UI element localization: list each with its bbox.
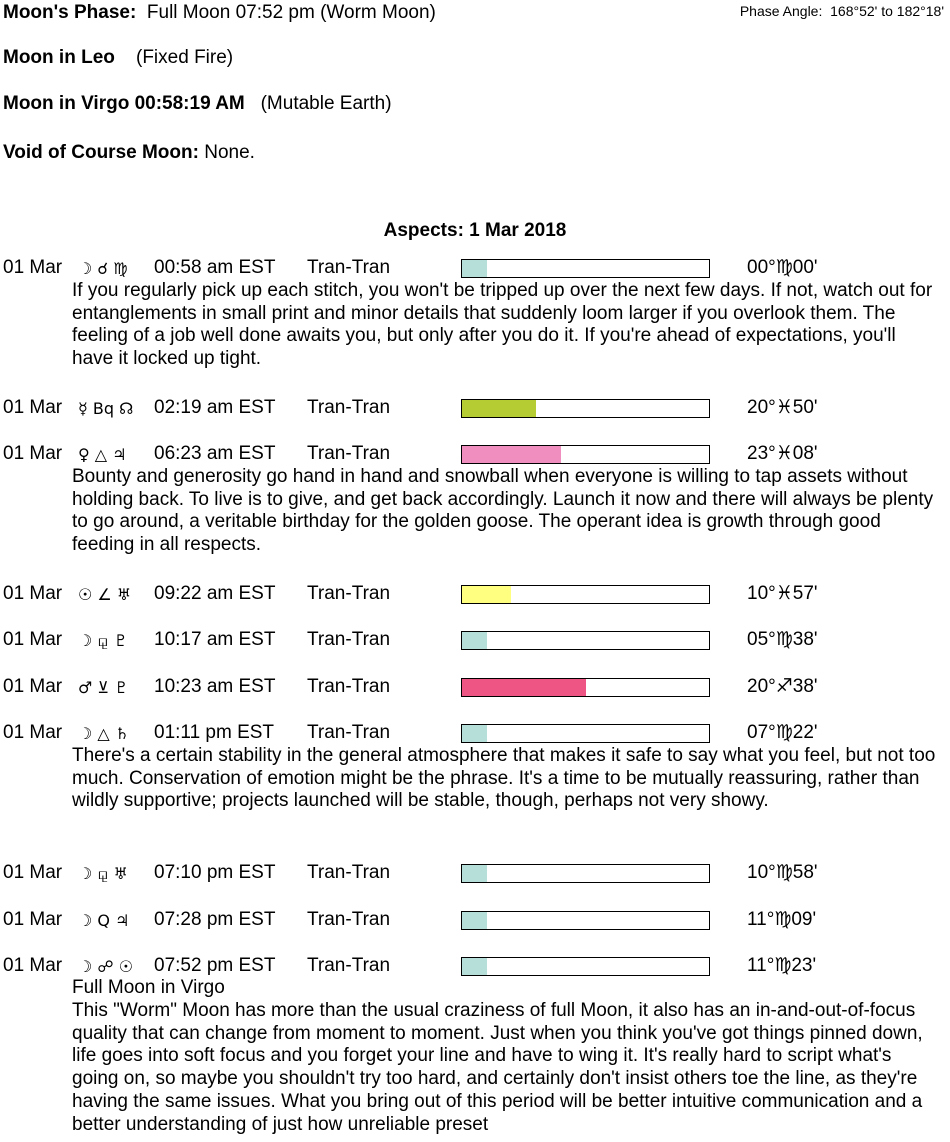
aspect-position: 20°♐38' <box>747 676 818 697</box>
phase-angle-value: 168°52' to 182°18' <box>830 3 944 19</box>
aspect-date: 01 Mar <box>3 257 63 278</box>
strength-bar <box>461 864 710 883</box>
aspect-position: 07°♍22' <box>747 722 818 743</box>
aspect-position: 11°♍23' <box>747 955 817 976</box>
aspect-time: 01:11 pm EST <box>154 722 275 743</box>
aspect-date: 01 Mar <box>3 722 63 743</box>
aspect-date: 01 Mar <box>3 443 63 464</box>
aspect-time: 06:23 am EST <box>154 443 276 464</box>
aspect-description: This "Worm" Moon has more than the usual craziness of full Moon, it also has an in-and-out-of-focus quality that can change from moment to moment. Just when you think you've got things pinned down, life goes into soft focus and you forget your line and have to wing it. It's really hard to script what's going on, so maybe you shouldn't try too hard, and certainly don't insist others toe the line, as they're having the same issues. What you bring out of this period will be better intuitive communication and a better understanding of just how unreliable preset <box>72 1000 923 1135</box>
aspect-date: 01 Mar <box>3 629 63 650</box>
strength-bar-fill <box>462 260 487 277</box>
strength-bar-fill <box>462 632 487 649</box>
aspect-position: 05°♍38' <box>747 629 818 650</box>
moon-sign-2-label: Moon in Virgo 00:58:19 AM <box>3 93 245 114</box>
aspect-type: Tran-Tran <box>307 397 391 418</box>
strength-bar <box>461 585 710 604</box>
aspect-date: 01 Mar <box>3 397 63 418</box>
strength-bar <box>461 911 710 930</box>
aspect-position: 10°♓57' <box>747 583 818 604</box>
aspect-row <box>0 442 950 468</box>
aspect-row <box>0 908 950 934</box>
aspect-time: 07:52 pm EST <box>154 955 276 976</box>
aspect-position: 10°♍58' <box>747 862 818 883</box>
aspect-date: 01 Mar <box>3 583 63 604</box>
moon-sign-1 <box>3 47 233 69</box>
strength-bar-fill <box>462 679 586 696</box>
aspect-glyphs: ☽ ⚼ ♇ <box>78 631 128 650</box>
aspect-type: Tran-Tran <box>307 722 391 743</box>
strength-bar <box>461 724 710 743</box>
aspect-time: 09:22 am EST <box>154 583 276 604</box>
moon-sign-1-label: Moon in Leo <box>3 47 115 68</box>
aspect-type: Tran-Tran <box>307 629 391 650</box>
strength-bar-fill <box>462 958 487 975</box>
aspect-time: 10:23 am EST <box>154 676 276 697</box>
aspect-row <box>0 628 950 654</box>
strength-bar-fill <box>462 446 561 463</box>
strength-bar-fill <box>462 725 487 742</box>
strength-bar <box>461 399 710 418</box>
aspect-glyphs: ☉ ∠ ♅ <box>78 585 132 604</box>
aspect-date: 01 Mar <box>3 955 63 976</box>
aspect-date: 01 Mar <box>3 862 63 883</box>
aspect-time: 07:28 pm EST <box>154 909 276 930</box>
aspect-position: 00°♍00' <box>747 257 818 278</box>
aspect-glyphs: ☽ ☍ ☉ <box>78 957 134 976</box>
void-of-course <box>3 142 255 164</box>
moon-phase-label: Moon's Phase: <box>3 2 137 23</box>
phase-angle-label: Phase Angle: <box>739 3 823 19</box>
strength-bar <box>461 678 710 697</box>
moon-phase-value: Full Moon 07:52 pm (Worm Moon) <box>146 2 436 23</box>
moon-sign-1-quality: (Fixed Fire) <box>136 47 234 68</box>
strength-bar-fill <box>462 586 511 603</box>
voc-label: Void of Course Moon: <box>3 142 199 163</box>
aspect-type: Tran-Tran <box>307 583 391 604</box>
strength-bar-fill <box>462 865 487 882</box>
aspect-time: 02:19 am EST <box>154 397 276 418</box>
aspects-title: Aspects: 1 Mar 2018 <box>383 220 567 241</box>
aspect-time: 00:58 am EST <box>154 257 276 278</box>
aspect-type: Tran-Tran <box>307 257 391 278</box>
phase-angle <box>740 3 944 19</box>
aspect-type: Tran-Tran <box>307 443 391 464</box>
aspect-glyphs: ☽ ☌ ♍ <box>78 259 128 278</box>
aspect-glyphs: ♀ △ ♃ <box>78 445 127 464</box>
strength-bar <box>461 631 710 650</box>
aspect-position: 20°♓50' <box>747 397 818 418</box>
moon-sign-2-quality: (Mutable Earth) <box>260 93 392 114</box>
aspect-glyphs: ☽ Q ♃ <box>78 911 130 930</box>
aspect-row <box>0 396 950 422</box>
aspect-position: 23°♓08' <box>747 443 818 464</box>
aspect-time: 10:17 am EST <box>154 629 276 650</box>
aspect-row <box>0 675 950 701</box>
aspect-time: 07:10 pm EST <box>154 862 276 883</box>
aspect-type: Tran-Tran <box>307 909 391 930</box>
strength-bar <box>461 259 710 278</box>
aspect-date: 01 Mar <box>3 676 63 697</box>
moon-phase-line <box>3 2 436 24</box>
aspect-row <box>0 721 950 747</box>
aspect-type: Tran-Tran <box>307 862 391 883</box>
strength-bar-fill <box>462 400 536 417</box>
aspect-glyphs: ☿ Bq ☊ <box>78 399 134 418</box>
voc-value: None. <box>204 142 255 163</box>
aspect-row <box>0 256 950 282</box>
aspect-glyphs: ☽ ⚼ ♅ <box>78 864 128 883</box>
aspect-description: If you regularly pick up each stitch, you won't be tripped up over the next few days. If not, watch out for entanglements in small print and minor details that suddenly loom larger if you overlook them. The feeling of a job well done awaits you, but only after you do it. If you're ahead of expectations, you'll have it locked up tight. <box>72 280 933 370</box>
moon-sign-2 <box>3 93 392 115</box>
strength-bar <box>461 445 710 464</box>
strength-bar-fill <box>462 912 487 929</box>
aspect-row <box>0 582 950 608</box>
aspect-type: Tran-Tran <box>307 676 391 697</box>
strength-bar <box>461 957 710 976</box>
aspect-glyphs: ☽ △ ♄ <box>78 724 130 743</box>
aspect-description: Bounty and generosity go hand in hand and snowball when everyone is willing to tap assets without holding back. To live is to give, and get back accordingly. Launch it now and there will always be plenty to go around, a veritable birthday for the golden goose. The operant idea is growth through good feeding in all respects. <box>72 466 934 556</box>
aspect-description: There's a certain stability in the general atmosphere that makes it safe to say what you feel, but not too much. Conservation of emotion might be the phrase. It's a time to be mutually reassuring, rather than wildly supportive; projects launched will be stable, though, perhaps not very showy. <box>72 745 936 812</box>
aspect-glyphs: ♂ ⊻ ♇ <box>78 678 129 697</box>
aspect-date: 01 Mar <box>3 909 63 930</box>
aspect-position: 11°♍09' <box>747 909 817 930</box>
aspect-subtitle: Full Moon in Virgo <box>72 977 225 998</box>
aspect-row <box>0 861 950 887</box>
aspect-type: Tran-Tran <box>307 955 391 976</box>
